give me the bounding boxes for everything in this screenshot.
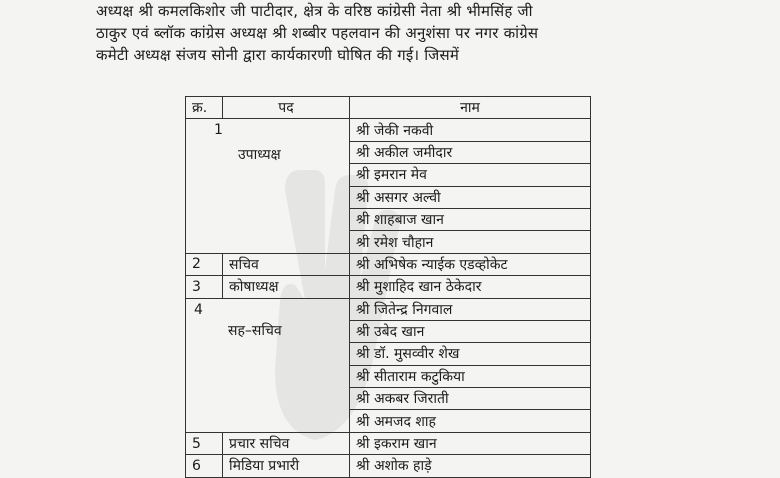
post-label: मिडिया प्रभारी bbox=[223, 455, 350, 477]
post-label: कोषाध्यक्ष bbox=[223, 276, 350, 298]
intro-line: कमेटी अध्यक्ष संजय सोनी द्वारा कार्यकारणी घोषित की गई। जिसमें bbox=[96, 46, 459, 64]
serial-number: 4 bbox=[194, 301, 203, 318]
member-name: श्री मुशाहिद खान ठेकेदार bbox=[350, 276, 591, 298]
member-name: श्री अमजद शाह bbox=[350, 410, 591, 432]
member-name: श्री उबेद खान bbox=[350, 320, 591, 342]
member-name: श्री डॉ. मुसव्वीर शेख bbox=[350, 343, 591, 365]
intro-line: अध्यक्ष श्री कमलकिशोर जी पाटीदार, क्षेत्र के वरिष्ठ कांग्रेसी नेता श्री भीमसिंह जी bbox=[96, 2, 533, 20]
table-header-row bbox=[186, 97, 591, 119]
member-name: श्री सीताराम कटुकिया bbox=[350, 365, 591, 387]
header-post: पद bbox=[223, 97, 350, 119]
post-label: प्रचार सचिव bbox=[223, 432, 350, 454]
serial-number: 5 bbox=[186, 432, 223, 454]
member-name: श्री इकराम खान bbox=[350, 432, 591, 454]
table-row bbox=[186, 432, 591, 454]
table-row bbox=[186, 455, 591, 477]
serial-number: 6 bbox=[186, 455, 223, 477]
table-row bbox=[186, 253, 591, 275]
member-name: श्री अभिषेक न्याईक एडव्होकेट bbox=[350, 253, 591, 275]
header-name: नाम bbox=[350, 97, 591, 119]
table-row bbox=[186, 298, 591, 320]
table-row bbox=[186, 276, 591, 298]
member-name: श्री शाहबाज खान bbox=[350, 208, 591, 230]
post-label: उपाध्यक्ष bbox=[238, 147, 281, 164]
member-name: श्री जितेन्द्र निगवाल bbox=[350, 298, 591, 320]
member-name: श्री अकील जमीदार bbox=[350, 141, 591, 163]
serial-number: 3 bbox=[186, 276, 223, 298]
group-cell bbox=[186, 298, 350, 432]
member-name: श्री रमेश चौहान bbox=[350, 231, 591, 253]
member-name: श्री असगर अल्वी bbox=[350, 186, 591, 208]
serial-number: 2 bbox=[186, 253, 223, 275]
intro-paragraph bbox=[96, 0, 736, 66]
post-label: सचिव bbox=[223, 253, 350, 275]
member-name: श्री जेकी नकवी bbox=[350, 119, 591, 141]
table-row bbox=[186, 119, 591, 141]
serial-number: 1 bbox=[214, 122, 223, 139]
member-name: श्री इमरान मेव bbox=[350, 164, 591, 186]
header-serial: क्र. bbox=[186, 97, 223, 119]
post-label: सह–सचिव bbox=[228, 322, 282, 339]
office-bearers-table bbox=[185, 96, 591, 478]
group-cell bbox=[186, 119, 350, 253]
member-name: श्री अशोक हाड़े bbox=[350, 455, 591, 477]
intro-line: ठाकुर एवं ब्लॉक कांग्रेस अध्यक्ष श्री शब्बीर पहलवान की अनुशंसा पर नगर कांग्रेस bbox=[96, 24, 539, 42]
member-name: श्री अकबर जिराती bbox=[350, 388, 591, 410]
